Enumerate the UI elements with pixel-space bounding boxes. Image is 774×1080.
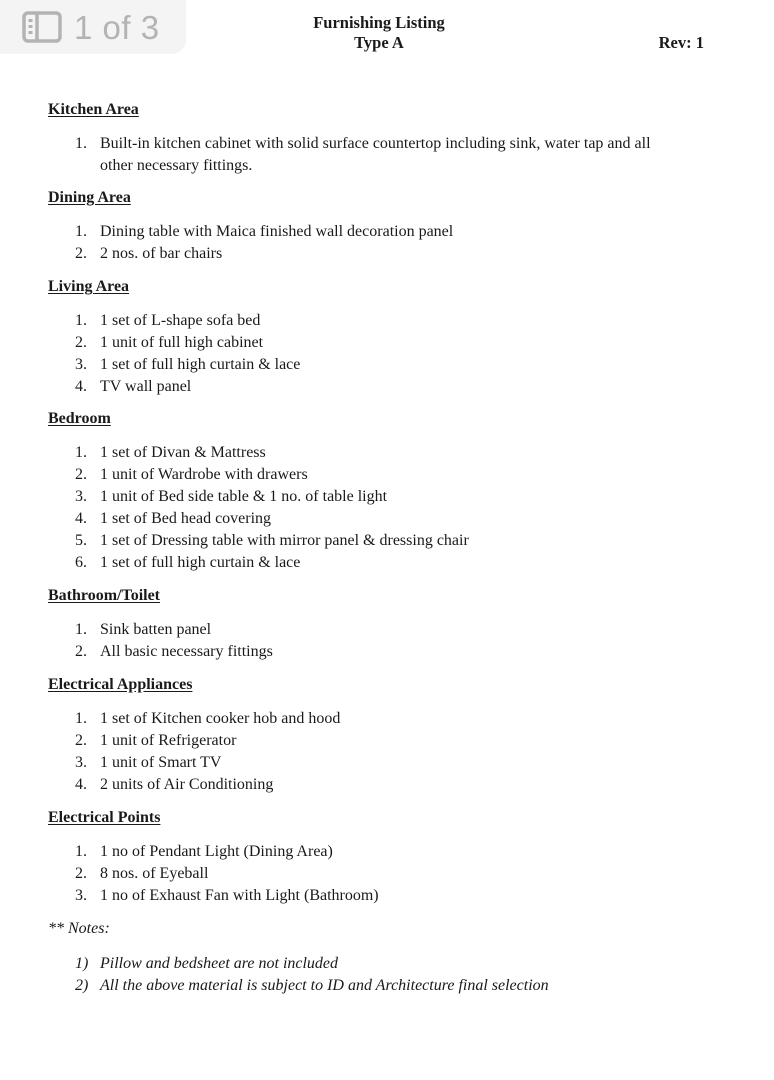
item-text: 1 set of Divan & Mattress bbox=[100, 444, 266, 461]
list-item bbox=[75, 464, 469, 486]
dining-list bbox=[75, 221, 453, 265]
item-number: 4. bbox=[75, 378, 87, 395]
item-text: 1 set of Kitchen cooker hob and hood bbox=[100, 710, 341, 727]
list-item bbox=[75, 354, 300, 376]
living-list bbox=[75, 310, 300, 398]
item-number: 3. bbox=[75, 887, 87, 904]
item-text: 1 no of Exhaust Fan with Light (Bathroom) bbox=[100, 887, 379, 904]
note-text: Pillow and bedsheet are not included bbox=[100, 955, 339, 972]
item-number: 2. bbox=[75, 643, 87, 660]
item-text: Dining table with Maica finished wall decoration panel bbox=[100, 223, 454, 240]
item-text: Sink batten panel bbox=[100, 621, 212, 638]
electrical-appliances-list bbox=[75, 708, 340, 796]
item-number: 3. bbox=[75, 356, 87, 373]
item-text: 2 nos. of bar chairs bbox=[100, 245, 223, 262]
item-text: All basic necessary fittings bbox=[100, 643, 273, 660]
note-item bbox=[75, 953, 549, 975]
bedroom-list bbox=[75, 442, 469, 574]
list-item bbox=[75, 619, 273, 641]
item-number: 2. bbox=[75, 245, 87, 262]
document-title-block bbox=[0, 8, 758, 53]
item-number: 5. bbox=[75, 532, 87, 549]
item-number: 4. bbox=[75, 510, 87, 527]
section-heading-bathroom: Bathroom/Toilet bbox=[48, 587, 161, 604]
item-number: 1. bbox=[75, 135, 87, 152]
list-item bbox=[75, 774, 340, 796]
item-text-continuation: other necessary fittings. bbox=[100, 157, 253, 174]
list-item bbox=[75, 221, 453, 243]
list-item bbox=[75, 243, 453, 265]
section-heading-bedroom: Bedroom bbox=[48, 410, 111, 427]
item-number: 2. bbox=[75, 334, 87, 351]
list-item bbox=[75, 885, 379, 907]
list-item bbox=[75, 442, 469, 464]
item-number: 2. bbox=[75, 732, 87, 749]
section-heading-dining: Dining Area bbox=[48, 189, 131, 206]
document-title: Furnishing Listing bbox=[313, 13, 445, 32]
item-number: 1. bbox=[75, 312, 87, 329]
list-item bbox=[75, 552, 469, 574]
note-number: 2) bbox=[75, 977, 89, 994]
notes-heading: ** Notes: bbox=[48, 920, 110, 937]
electrical-points-list bbox=[75, 841, 379, 907]
item-text: 1 no of Pendant Light (Dining Area) bbox=[100, 843, 333, 860]
page-number-label: 1 of 3 bbox=[74, 8, 160, 46]
list-item bbox=[75, 530, 469, 552]
item-number: 3. bbox=[75, 754, 87, 771]
list-item bbox=[75, 730, 340, 752]
revision-label: Rev: 1 bbox=[658, 33, 704, 52]
item-number: 1. bbox=[75, 710, 87, 727]
item-text: 1 set of full high curtain & lace bbox=[100, 554, 301, 571]
item-number: 4. bbox=[75, 776, 87, 793]
list-item bbox=[75, 863, 379, 885]
list-item bbox=[75, 508, 469, 530]
item-number: 6. bbox=[75, 554, 87, 571]
list-item bbox=[75, 376, 300, 398]
list-item bbox=[75, 133, 725, 177]
item-text: 1 set of Dressing table with mirror panel & dressing chair bbox=[100, 532, 469, 549]
item-number: 3. bbox=[75, 488, 87, 505]
item-text: 1 unit of Smart TV bbox=[100, 754, 222, 771]
item-text: 2 units of Air Conditioning bbox=[100, 776, 274, 793]
document-subtitle: Type A bbox=[354, 33, 404, 52]
note-item bbox=[75, 975, 549, 997]
item-text: 1 unit of Refrigerator bbox=[100, 732, 237, 749]
section-heading-electrical-points: Electrical Points bbox=[48, 809, 161, 826]
item-text: Built-in kitchen cabinet with solid surface countertop including sink, water tap and all bbox=[100, 135, 651, 152]
bathroom-list bbox=[75, 619, 273, 663]
item-text: 8 nos. of Eyeball bbox=[100, 865, 209, 882]
section-heading-kitchen: Kitchen Area bbox=[48, 101, 139, 118]
item-text: 1 unit of Bed side table & 1 no. of table light bbox=[100, 488, 388, 505]
item-text: 1 unit of full high cabinet bbox=[100, 334, 264, 351]
item-text: 1 set of full high curtain & lace bbox=[100, 356, 301, 373]
item-number: 1. bbox=[75, 621, 87, 638]
list-item bbox=[75, 486, 469, 508]
list-item bbox=[75, 641, 273, 663]
section-heading-electrical-appliances: Electrical Appliances bbox=[48, 676, 193, 693]
item-text: 1 set of Bed head covering bbox=[100, 510, 272, 527]
item-number: 1. bbox=[75, 444, 87, 461]
list-item bbox=[75, 841, 379, 863]
item-text: TV wall panel bbox=[100, 378, 192, 395]
notes-list bbox=[75, 953, 549, 997]
list-item bbox=[75, 332, 300, 354]
item-text: 1 unit of Wardrobe with drawers bbox=[100, 466, 308, 483]
item-number: 2. bbox=[75, 865, 87, 882]
list-item bbox=[75, 752, 340, 774]
item-number: 2. bbox=[75, 466, 87, 483]
item-number: 1. bbox=[75, 223, 87, 240]
note-number: 1) bbox=[75, 955, 89, 972]
list-item bbox=[75, 310, 300, 332]
item-text: 1 set of L-shape sofa bed bbox=[100, 312, 261, 329]
note-text: All the above material is subject to ID and Architecture final selection bbox=[100, 977, 549, 994]
section-heading-living: Living Area bbox=[48, 278, 130, 295]
item-number: 1. bbox=[75, 843, 87, 860]
list-item bbox=[75, 708, 340, 730]
